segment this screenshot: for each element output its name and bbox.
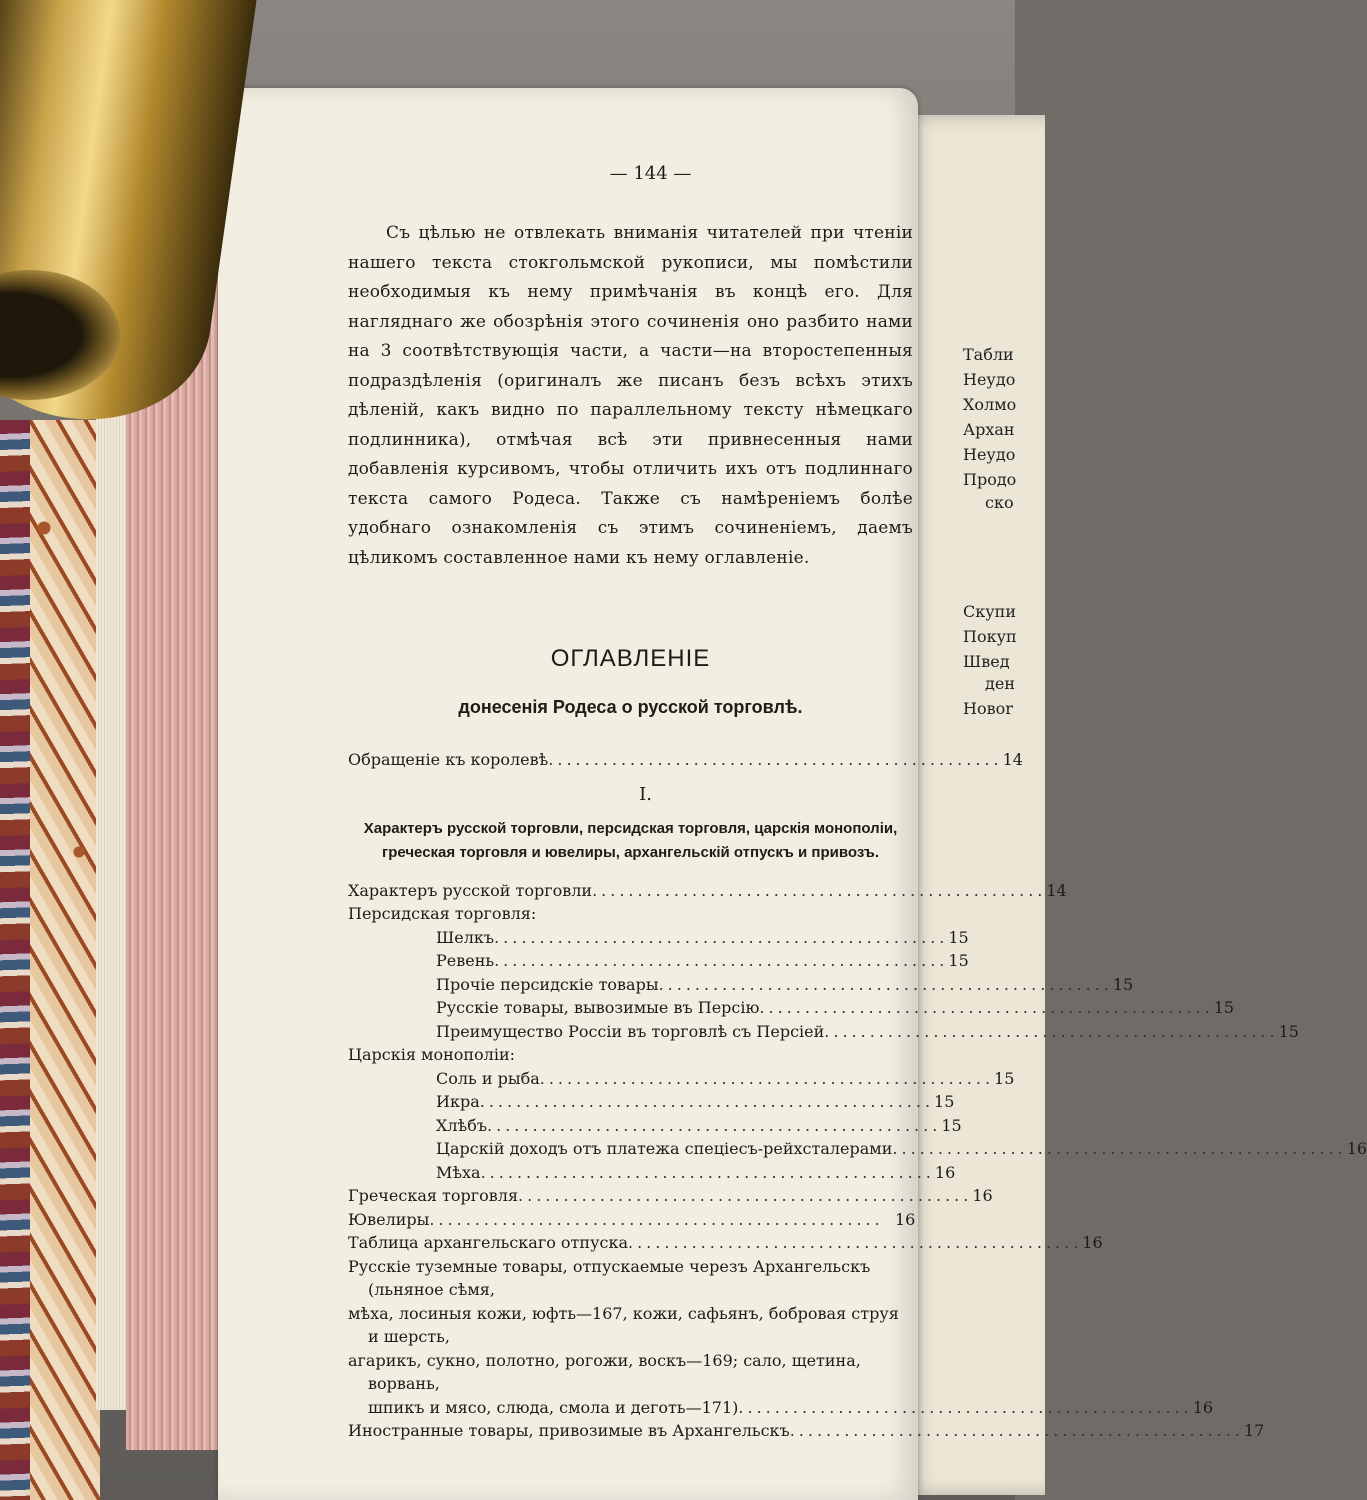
toc-entry [348, 949, 969, 973]
toc-entry-multiline [348, 1255, 1214, 1420]
section-title: Характеръ русской торговли, персидская торговля, царскія монополіи, греческая торговля и ювелиры, архангельскій отпускъ и привозъ. [363, 819, 898, 861]
right-page-fragment: ден [985, 674, 1015, 693]
page-number: — 144 — [609, 163, 692, 184]
toc-entry [348, 1231, 1103, 1255]
right-page-fragment: ско [985, 493, 1014, 512]
toc-entry-label: Преимущество Россіи въ торговлѣ съ Персіей [436, 1021, 825, 1041]
right-page-fragment: Неудо [963, 445, 1016, 464]
right-page-fragment: Архан [963, 420, 1015, 439]
toc-entry-label: Шелкъ [436, 927, 495, 947]
toc-entry-label: Мѣха [436, 1162, 481, 1182]
toc-entry-imports [348, 1419, 1265, 1443]
toc-entry-address [348, 748, 1023, 772]
toc-entry-label: Икра [436, 1092, 480, 1111]
toc-entry-label: шпикъ и мясо, слюда, смола и деготь—171) [368, 1397, 739, 1417]
toc-entry [348, 1090, 955, 1114]
toc-entry-page: 15 [994, 1068, 1015, 1088]
leader-dots: .................................................. [487, 1115, 942, 1135]
toc-entry [348, 1067, 1015, 1091]
toc-entry-label: Прочіе персидскіе товары [436, 974, 659, 994]
toc-entry-page: 16 [1346, 1139, 1367, 1158]
leader-dots: .................................................. [592, 880, 1047, 900]
leader-dots: .................................................. [480, 1162, 935, 1182]
toc-entry-label: Персидская торговля: [348, 904, 537, 923]
leader-dots: .................................................. [738, 1397, 1193, 1417]
toc-entry-page: 15 [948, 927, 969, 947]
toc-entry [348, 1020, 1299, 1044]
toc-entry [348, 1137, 1367, 1161]
toc-entry-line: агарикъ, сукно, полотно, рогожи, воскъ—169; сало, щетина, ворвань, [348, 1350, 861, 1393]
toc-entry-list [348, 879, 1367, 1255]
leader-dots: .................................................. [548, 750, 1003, 769]
toc-entry-page: 14 [1002, 750, 1023, 769]
marbled-endpaper-pattern [30, 420, 100, 1500]
right-page-fragment: Покуп [963, 627, 1017, 646]
toc-entry [348, 1114, 962, 1138]
toc-entry-label: Греческая торговля [348, 1186, 519, 1205]
toc-entry [348, 926, 969, 950]
toc-entry-line: Русскіе туземные товары, отпускаемые черезъ Архангельскъ (льняное сѣмя, [348, 1256, 871, 1299]
right-page-fragment: Скупи [963, 602, 1016, 621]
toc-entry-line: мѣха, лосиныя кожи, юфть—167, кожи, сафьянъ, бобровая струя и шерсть, [348, 1303, 899, 1346]
toc-entry-page: 14 [1046, 880, 1067, 900]
right-page-fragment: Продо [963, 470, 1017, 489]
toc-entry-lastline [368, 1396, 1214, 1420]
toc-entry-label: Ювелиры [348, 1209, 430, 1229]
leader-dots: .................................................. [479, 1092, 935, 1111]
page-block-edge [96, 380, 126, 1410]
toc-title: ОГЛАВЛЕНІЕ [550, 645, 711, 672]
toc-entry-label: Хлѣбъ [436, 1115, 488, 1135]
toc-subtitle: донесенія Родеса о русской торговлѣ. [458, 697, 803, 717]
leader-dots: .................................................. [789, 1421, 1244, 1440]
leader-dots: .................................................. [824, 1021, 1279, 1041]
toc-entry-label: Царскія монополіи: [348, 1045, 515, 1064]
leader-dots: .................................................. [494, 951, 949, 970]
toc-entry [348, 996, 1235, 1020]
leader-dots: .................................................. [429, 1209, 884, 1229]
toc-entry-page: 16 [934, 1162, 956, 1182]
right-page-fragment: Табли [963, 345, 1014, 364]
toc-entry-page: 17 [1244, 1421, 1265, 1440]
toc-entry [348, 1184, 993, 1208]
toc-entry-page: 16 [1192, 1397, 1214, 1417]
toc-entry-page: 15 [934, 1092, 955, 1111]
toc-entry-label: Обращеніе къ королевѣ [348, 750, 549, 769]
section-number: I. [639, 783, 652, 805]
leader-dots: .................................................. [518, 1186, 973, 1205]
right-page [905, 115, 1045, 1495]
toc-entry-page: 15 [1213, 998, 1235, 1017]
toc-entry-page: 15 [1278, 1021, 1299, 1041]
right-page-fragment: Новоr [963, 699, 1013, 718]
toc-entry-page: 16 [895, 1209, 916, 1229]
toc-entry-page: 16 [1082, 1233, 1103, 1252]
toc-entry [348, 1161, 956, 1185]
toc-entry-label: Ревень [436, 951, 495, 970]
toc-entry-label: Таблица архангельскаго отпуска [348, 1233, 628, 1252]
toc-entry-page: 15 [1112, 974, 1134, 994]
toc-entry [348, 973, 1134, 997]
leader-dots: .................................................. [658, 974, 1113, 994]
toc-entry-label: Русскіе товары, вывозимые въ Персію [436, 998, 760, 1017]
toc-entry [348, 902, 913, 926]
leader-dots: .................................................. [539, 1068, 995, 1088]
toc-entry-label: Царскій доходъ отъ платежа спеціесъ-рейхсталерами [436, 1139, 893, 1158]
right-page-fragment: Холмо [963, 395, 1017, 414]
toc-entry-label: Соль и рыба [436, 1068, 540, 1088]
right-page-fragment: Неудо [963, 370, 1016, 389]
toc-entry [348, 1043, 913, 1067]
leader-dots: .................................................. [494, 927, 949, 947]
toc-entry-label: Иностранные товары, привозимые въ Архангельскъ [348, 1421, 790, 1440]
toc-entry-page: 15 [941, 1115, 962, 1135]
toc-entry-page: 15 [948, 951, 969, 970]
leader-dots: .................................................. [759, 998, 1214, 1017]
right-page-fragment: Швед [963, 652, 1010, 671]
leader-dots: .................................................. [627, 1233, 1083, 1252]
toc-entry-label: Характеръ русской торговли [348, 880, 593, 900]
toc-entry [348, 1208, 916, 1232]
intro-paragraph: Съ цѣлью не отвлекать вниманія читателей при чтеніи нашего текста стокгольмской рукописи, мы помѣстили необходимыя къ нему примѣчанія въ концѣ его. Для нагляднаго же обозрѣнія этого сочиненія оно разбито нами на 3 соотвѣтствующія части, а части—на второстепенныя подраздѣленія (оригиналъ же писанъ безъ всѣхъ этихъ дѣленій, какъ видно по параллельному тексту нѣмецкаго подлинника), отмѣчая всѣ эти привнесенныя нами добавленія курсивомъ, чтобы отличить ихъ отъ подлиннаго текста самого Родеса. Также съ намѣреніемъ болѣе удобнаго ознакомленія съ этимъ сочиненіемъ, даемъ цѣликомъ составленное нами къ нему оглавленіе. [348, 223, 913, 568]
leader-dots: .................................................. [892, 1139, 1347, 1158]
toc-entry-page: 16 [972, 1186, 993, 1205]
toc-entry [348, 879, 1067, 903]
